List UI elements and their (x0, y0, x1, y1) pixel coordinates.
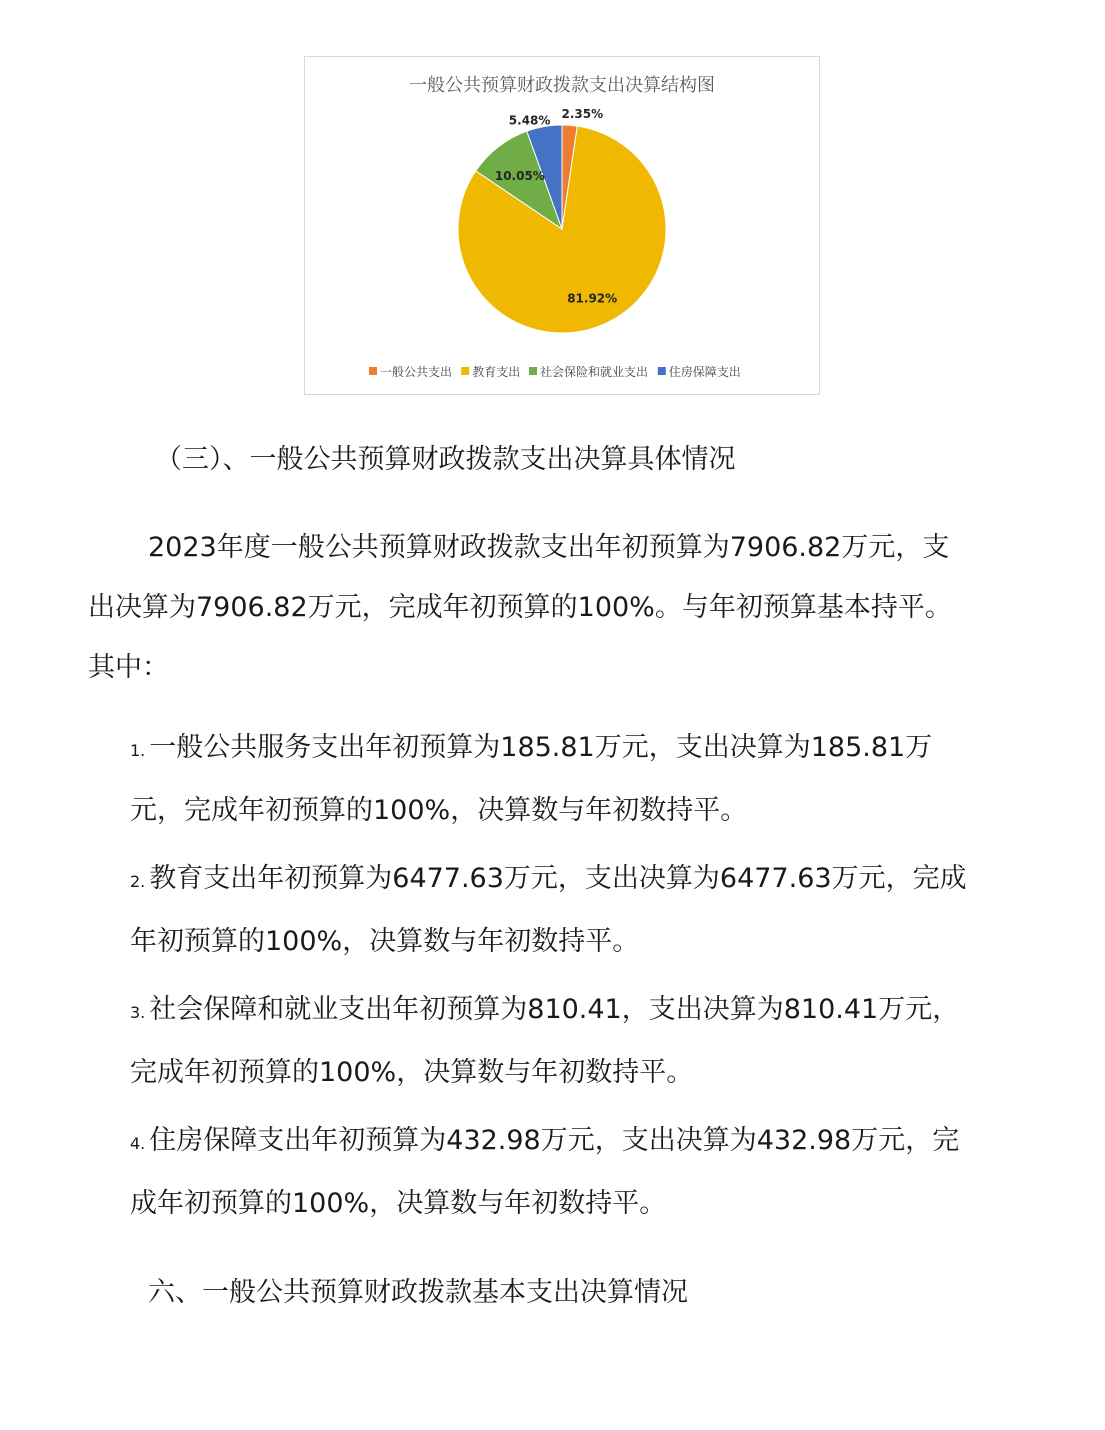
pie-data-label-1: 2.35% (561, 106, 604, 121)
section6-heading: 六、一般公共预算财政拨款基本支出决算情况 (148, 1277, 688, 1308)
pie-data-label-3: 10.05% (494, 168, 545, 183)
section3-heading: （三）、一般公共预算财政拨款支出决算具体情况 (155, 444, 736, 475)
legend-swatch-1 (369, 367, 377, 375)
intro-line-1: 2023年度一般公共预算财政拨款支出年初预算为7906.82万元，支 (148, 532, 950, 563)
list-text: 社会保障和就业支出年初预算为810.41，支出决算为810.41万元， (149, 994, 960, 1025)
legend-label-1: 一般公共支出 (380, 365, 453, 379)
list-text: 元，完成年初预算的100%，决算数与年初数持平。 (130, 795, 748, 826)
chart-title: 一般公共预算财政拨款支出决算结构图 (409, 75, 715, 96)
legend-swatch-3 (529, 367, 537, 375)
legend-label-3: 社会保险和就业支出 (540, 365, 649, 379)
intro-line-3: 其中： (88, 652, 169, 683)
list-item-2 (130, 849, 1030, 972)
list-item-1 (130, 718, 1030, 841)
pie-data-label-4: 5.48% (508, 113, 551, 128)
list-number: 3. (130, 1003, 146, 1022)
legend-swatch-2 (461, 367, 469, 375)
list-item-4 (130, 1111, 1030, 1234)
list-text: 年初预算的100%，决算数与年初数持平。 (130, 926, 640, 957)
list-text: 住房保障支出年初预算为432.98万元，支出决算为432.98万元，完 (149, 1125, 960, 1156)
pie-data-label-2: 81.92% (567, 291, 618, 306)
list-number: 4. (130, 1134, 146, 1153)
legend-swatch-4 (658, 367, 666, 375)
legend-label-4: 住房保障支出 (668, 365, 741, 379)
list-text: 成年初预算的100%，决算数与年初数持平。 (130, 1188, 667, 1219)
list-item-3 (130, 980, 1030, 1103)
intro-line-2: 出决算为7906.82万元，完成年初预算的100%。与年初预算基本持平。 (88, 592, 952, 623)
list-number: 1. (130, 741, 146, 760)
legend-label-2: 教育支出 (472, 365, 521, 379)
pie-chart-svg (305, 57, 819, 394)
list-number: 2. (130, 872, 146, 891)
list-text: 一般公共服务支出年初预算为185.81万元，支出决算为185.81万 (149, 732, 933, 763)
pie-chart (304, 56, 820, 395)
list-text: 完成年初预算的100%，决算数与年初数持平。 (130, 1057, 694, 1088)
list-text: 教育支出年初预算为6477.63万元，支出决算为6477.63万元，完成 (149, 863, 967, 894)
